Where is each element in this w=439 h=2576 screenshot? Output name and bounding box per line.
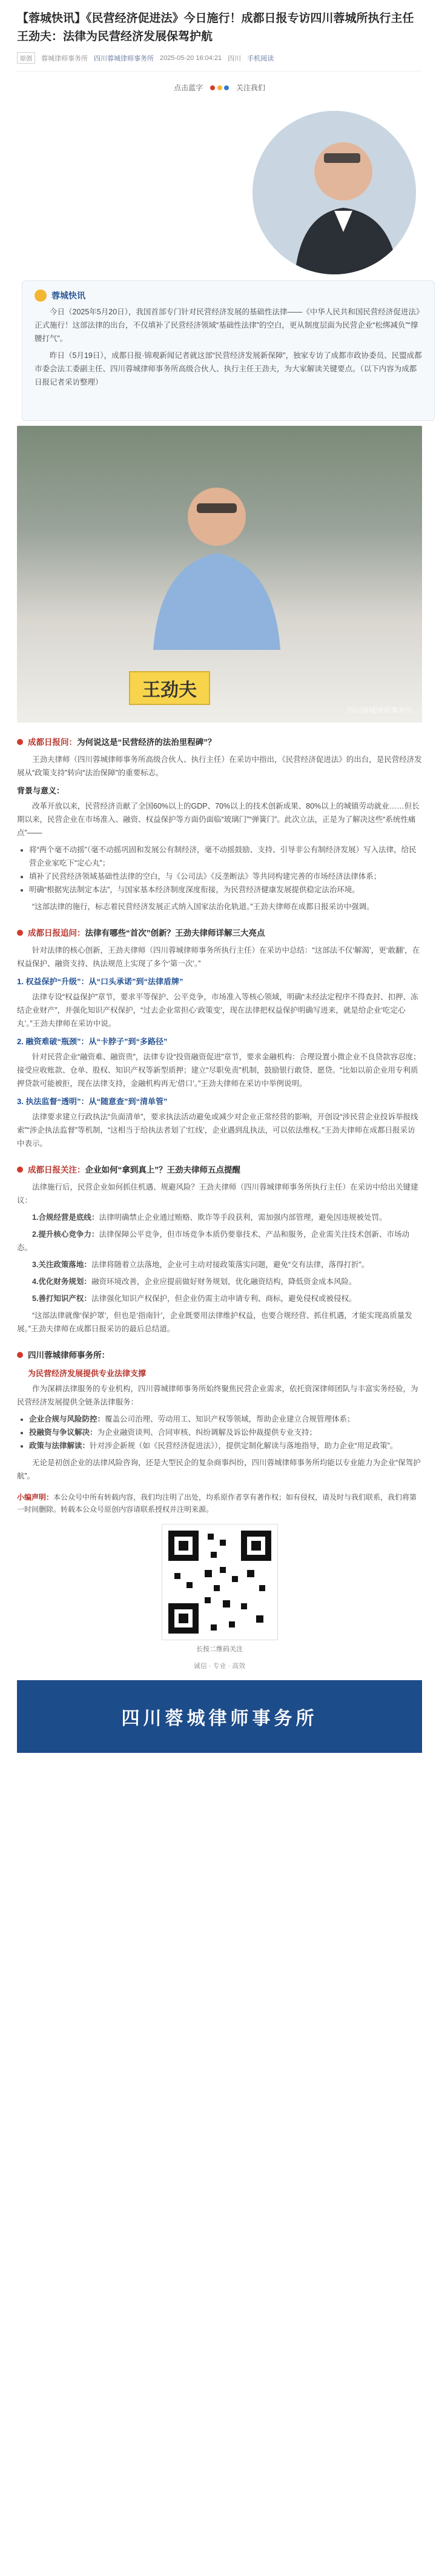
section-1-bullets [17, 843, 422, 896]
list-item [29, 1426, 422, 1439]
section-3-item-text: 法律明确禁止企业通过贿赂、欺诈等手段获利，需加强内部管理，避免因违规被处罚。 [99, 1213, 387, 1222]
follow-banner[interactable] [0, 82, 439, 93]
hero-section [17, 99, 422, 386]
intro-paragraph-2: 昨日（5月19日），成都日报·锦观新闻记者就这部“民营经济发展新保障”，独家专访了成都市政协委员、民盟成都市委会法工委副主任、四川蓉城律师事务所高级合伙人、执行主任王劲夫，为大家解读关键要点。（以下内容为成都日报记者采访整理） [35, 351, 422, 386]
author-name: 蓉城律师事务所 [41, 55, 88, 62]
qr-caption: 长按二维码关注 [196, 1646, 243, 1653]
section-3-item [17, 1275, 422, 1288]
section-3-heading [28, 1164, 240, 1177]
section-3-item [17, 1292, 422, 1305]
qr-code-icon [162, 1525, 277, 1640]
listen-link[interactable]: 手机阅读 [247, 55, 274, 62]
section-1-heading [28, 736, 216, 749]
section-2-item-3-text: 法律要求建立行政执法“负面清单”，要求执法活动避免或减少对企业正常经营的影响，开创设“涉民营企业投诉举报线索”“涉企执法监督”等机制，“这相当于给执法者划了‘红线’，企业遇到乱执法，可以依法维权。”王劲夫律师在成都日报采访中表示。 [17, 1113, 418, 1148]
section-2-item-2-title: 2. 融资难破“瓶颈”：从“卡脖子”到“多路径” [17, 1037, 168, 1046]
section-3-item-label: 1.合规经营是底线： [32, 1213, 99, 1222]
list-item-text: 覆盖公司治理、劳动用工、知识产权等领域，帮助企业建立合规管理体系； [105, 1415, 355, 1423]
section-3-paragraph-1: 法律施行后，民营企业如何抓住机遇、规避风险？王劲夫律师（四川蓉城律师事务所执行主任）在采访中给出关键建议： [17, 1183, 418, 1205]
footer-tagline: 诚信 · 专业 · 高效 [193, 1663, 246, 1670]
section-4-paragraph-1: 作为深耕法律服务的专业机构，四川蓉城律师事务所始终聚焦民营企业需求，依托资深律师团队与丰富实务经验，为民营经济发展提供全链条法律服务： [17, 1385, 418, 1406]
section-4-paragraph-2: 无论是初创企业的法律风险咨询，还是大型民企的复杂商事纠纷，四川蓉城律师事务所均能以专业能力为企业“保驾护航”。 [17, 1459, 421, 1480]
section-bullet-icon [17, 739, 23, 745]
section-3-item-text: 法律将随着立法落地，企业可主动对接政策落实问题，避免“交有法律，落得打折”。 [91, 1260, 369, 1269]
follow-right-text: 关注我们 [236, 84, 265, 92]
section-2-item-1-title: 1. 权益保护“升级”：从“口头承诺”到“法律盾牌” [17, 977, 183, 986]
section-2-item-2-text: 针对民营企业“融资难、融资贵”，法律专设“投资融资促进”章节，要求金融机构：合理设置小微企业不良贷款容忍度；接受应收账款、仓单、股权、知识产权等新型质押；建立“尽职免责”机制，鼓励银行敢贷、愿贷。“比如以前企业用专利质押贷款可能被拒，现在法律支持，金融机构再无‘借口’。”王劲夫律师在采访中举例说明。 [17, 1053, 421, 1088]
section-1 [17, 736, 422, 913]
section-2-prefix: 成都日报追问： [28, 929, 85, 938]
section-1-paragraph-3: “这部法律的施行，标志着民营经济发展正式纳入国家法治化轨道。”王劲夫律师在成都日报采访中强调。 [32, 902, 374, 911]
section-4-bullets [17, 1412, 422, 1452]
section-3-item-label: 3.关注政策落地： [32, 1260, 91, 1269]
photo-watermark: 四川蓉城律师事务所 [346, 706, 412, 715]
section-1-prefix: 成都日报问： [28, 738, 77, 747]
section-4 [17, 1349, 422, 1483]
section-2 [17, 927, 422, 1150]
intro-paragraph-1: 今日（2025年5月20日），我国首部专门针对民营经济发展的基础性法律——《中华人民共和国民营经济促进法》正式施行！这部法律的出台，不仅填补了民营经济领域“基础性法律”的空白，更从制度层面为民营企业“松绑减负”“撑腰打气”。 [35, 308, 420, 343]
section-3-paragraph-2: “这部法律就像‘保护罩’，但也是‘指南针’，企业既要用法律维护权益，也要合规经营、抓住机遇，才能实现高质量发展。”王劲夫律师在成都日报采访的最后总结道。 [17, 1311, 412, 1333]
section-3-item-text: 法律强化知识产权保护，但企业仍需主动申请专利、商标，避免侵权或被侵权。 [91, 1294, 357, 1303]
nameplate: 王劲夫 [129, 671, 210, 705]
editor-notice [17, 1491, 422, 1515]
list-item-text: 为企业融资谈判、合同审核、纠纷调解及诉讼仲裁提供专业支持； [97, 1428, 317, 1437]
intro-heading: 蓉城快讯 [51, 291, 85, 300]
section-3-item [17, 1258, 422, 1271]
list-item: • 明确“根据宪法制定本法”，与国家基本经济制度深度衔接，为民营经济健康发展提供稳定法治环境。 [29, 883, 422, 896]
section-bullet-icon [17, 1167, 23, 1173]
section-2-title: 法律有哪些“首次”创新？王劲夫律师详解三大亮点 [85, 929, 265, 938]
notice-label: 小编声明： [17, 1493, 54, 1502]
section-2-heading [28, 927, 265, 940]
section-4-title: 四川蓉城律师事务所： [28, 1351, 110, 1360]
list-item: • 将“两个毫不动摇”（毫不动摇巩固和发展公有制经济，毫不动摇鼓励、支持、引导非公有制经济发展）写入法律，给民营企业家吃下“定心丸”； [29, 843, 422, 870]
section-3-prefix: 成都日报关注： [28, 1165, 85, 1174]
section-2-item-1-text: 法律专设“权益保护”章节，要求平等保护、公平竞争，市场准入等核心领域，明确“未经法定程序不得查封、扣押、冻结企业财产”，并强化知识产权保护，“过去企业常担心‘政策变’，现在法律把权益保护明确写进来，就是给企业‘吃定心丸’。”王劲夫律师在采访中说。 [17, 993, 418, 1028]
section-1-title: 为何说这是“民营经济的法治里程碑”？ [77, 738, 216, 747]
section-3-item-text: 法律保障公平竞争，但市场竞争本质仍要靠技术、产品和服务，企业需关注技术创新、市场动态。 [17, 1230, 409, 1252]
section-3-item-label: 2.提升核心竞争力： [32, 1230, 99, 1239]
section-4-heading [28, 1349, 110, 1362]
firm-logo [17, 1680, 422, 1753]
list-item-label: 政策与法律解读： [29, 1442, 90, 1450]
news-icon [35, 290, 47, 302]
section-3-item [17, 1211, 422, 1224]
article-title: 【蓉城快讯】《民营经济促进法》今日施行！成都日报专访四川蓉城所执行主任王劲夫：法律为民营经济发展保驾护航 [17, 12, 414, 43]
list-item-label: 企业合规与风险防控： [29, 1415, 105, 1423]
publish-datetime: 2025-05-20 16:04:21 [160, 54, 222, 62]
account-link[interactable]: 四川蓉城律师事务所 [94, 55, 154, 62]
follow-left-text: 点击蓝字 [174, 84, 203, 92]
list-item [29, 1439, 422, 1452]
firm-logo-text: 四川蓉城律师事务所 [121, 1708, 318, 1729]
section-1-paragraph-1: 王劲夫律师（四川蓉城律师事务所高级合伙人、执行主任）在采访中指出，《民营经济促进法》的出台，是民营经济发展从“政策支持”转向“法治保障”的重要标志。 [17, 755, 422, 777]
section-3-item-text: 融资环境改善，企业应提前做好财务规划，优化融资结构，降低资金成本风险。 [91, 1277, 357, 1286]
list-item: • 填补了民营经济领域基础性法律的空白，与《公司法》《反垄断法》等共同构建完善的市场经济法律体系； [29, 870, 422, 883]
intro-card [22, 280, 435, 421]
section-3-title: 企业如何“拿到真上”？王劲夫律师五点提醒 [85, 1165, 240, 1174]
section-3-item-label: 4.优化财务规划： [32, 1277, 91, 1286]
section-2-paragraph-1: 针对法律的核心创新，王劲夫律师（四川蓉城律师事务所执行主任）在采访中总结：“这部法不仅‘解渴’，更‘敢翻’，在权益保护、融资支持、执法规范上实现了多个‘第一次’。” [17, 946, 420, 968]
section-2-item-3-title: 3. 执法监督“透明”：从“随意查”到“清单管” [17, 1097, 168, 1106]
section-3 [17, 1164, 422, 1336]
qr-code[interactable] [162, 1524, 278, 1640]
list-item-label: 投融资与争议解决： [29, 1428, 97, 1437]
section-3-item [17, 1228, 422, 1254]
section-1-paragraph-2: 改革开放以来，民营经济贡献了全国60%以上的GDP、70%以上的技术创新成果、80%以上的城镇劳动就业……但长期以来，民营企业在市场准入、融资、权益保护等方面仍面临“玻璃门”“弹簧门”。此次立法，正是为了解决这些“系统性痛点”—— [17, 802, 420, 837]
section-bullet-icon [17, 1352, 23, 1358]
original-tag: 原创 [17, 52, 35, 64]
portrait-photo [253, 111, 416, 274]
section-3-item-label: 5.善打知识产权： [32, 1294, 91, 1303]
list-item-text: 针对涉企新规（如《民营经济促进法》），提供定制化解读与落地指导，助力企业“用足政策”。 [90, 1442, 398, 1450]
article-meta [17, 52, 422, 64]
publish-location: 四川 [228, 55, 242, 62]
interviewee-figure [141, 468, 292, 650]
section-1-subheading: 背景与意义： [17, 786, 65, 795]
interview-photo [17, 426, 422, 723]
notice-text: 本公众号中所有转载内容，我们均注明了出处，均系原作者享有著作权；如有侵权，请及时与我们联系，我们将第一时间删除。转载本公众号原创内容请联系授权并注明来源。 [17, 1493, 417, 1514]
follow-dots-icon [210, 84, 229, 92]
section-4-subtitle: 为民营经济发展提供专业法律支撑 [28, 1369, 147, 1378]
list-item [29, 1412, 422, 1426]
section-bullet-icon [17, 930, 23, 936]
